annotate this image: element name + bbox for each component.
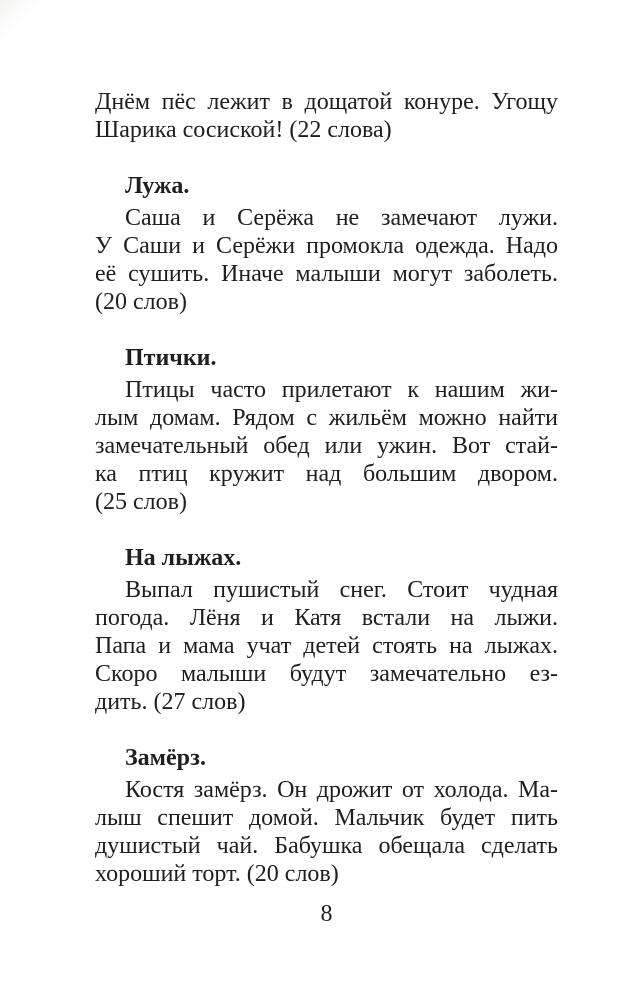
section-title: Птички.: [125, 345, 217, 371]
text-line: душистый чай. Бабушка обещала сделать: [95, 833, 558, 859]
section-na-lyzhah: [95, 544, 558, 716]
text-line: У Саши и Серёжи промокла одежда. Надо: [95, 233, 558, 259]
section-paragraph: [95, 776, 558, 888]
text-line: Шарика сосиской! (22 слова): [95, 117, 392, 143]
section-ptichki: [95, 344, 558, 516]
section-zamyorz: [95, 744, 558, 888]
text-line: ка птиц кружит над большим двором.: [95, 461, 558, 487]
text-line: Папа и мама учат детей стоять на лыжах.: [95, 633, 558, 659]
text-line: дить. (27 слов): [95, 689, 246, 715]
section-paragraph: [95, 576, 558, 716]
section-luzha: [95, 172, 558, 316]
text-line: Днём пёс лежит в дощатой конуре. Угощу: [95, 89, 558, 115]
text-line: погода. Лёня и Катя встали на лыжи.: [95, 605, 558, 631]
text-line: (25 слов): [95, 489, 187, 515]
text-line: Выпал пушистый снег. Стоит чудная: [125, 577, 558, 603]
text-line: (20 слов): [95, 289, 187, 315]
section-title: Лужа.: [125, 173, 190, 199]
text-line: Костя замёрз. Он дрожит от холода. Ма-: [125, 777, 558, 803]
text-line: Птицы часто прилетают к нашим жи-: [125, 377, 558, 403]
intro-paragraph: [95, 88, 558, 144]
text-line: Саша и Серёжа не замечают лужи.: [125, 205, 558, 231]
text-line: её сушить. Иначе малыши могут заболеть.: [95, 261, 558, 287]
text-line: Скоро малыши будут замечательно ез-: [95, 661, 558, 687]
text-line: лым домам. Рядом с жильём можно найти: [95, 405, 558, 431]
page-number: 8: [320, 901, 333, 927]
text-line: замечательный обед или ужин. Вот стай-: [95, 433, 558, 459]
section-paragraph: [95, 204, 558, 316]
text-line: хороший торт. (20 слов): [95, 861, 339, 887]
section-title: На лыжах.: [125, 545, 242, 571]
section-title: Замёрз.: [125, 745, 206, 771]
section-paragraph: [95, 376, 558, 516]
text-line: лыш спешит домой. Мальчик будет пить: [95, 805, 558, 831]
